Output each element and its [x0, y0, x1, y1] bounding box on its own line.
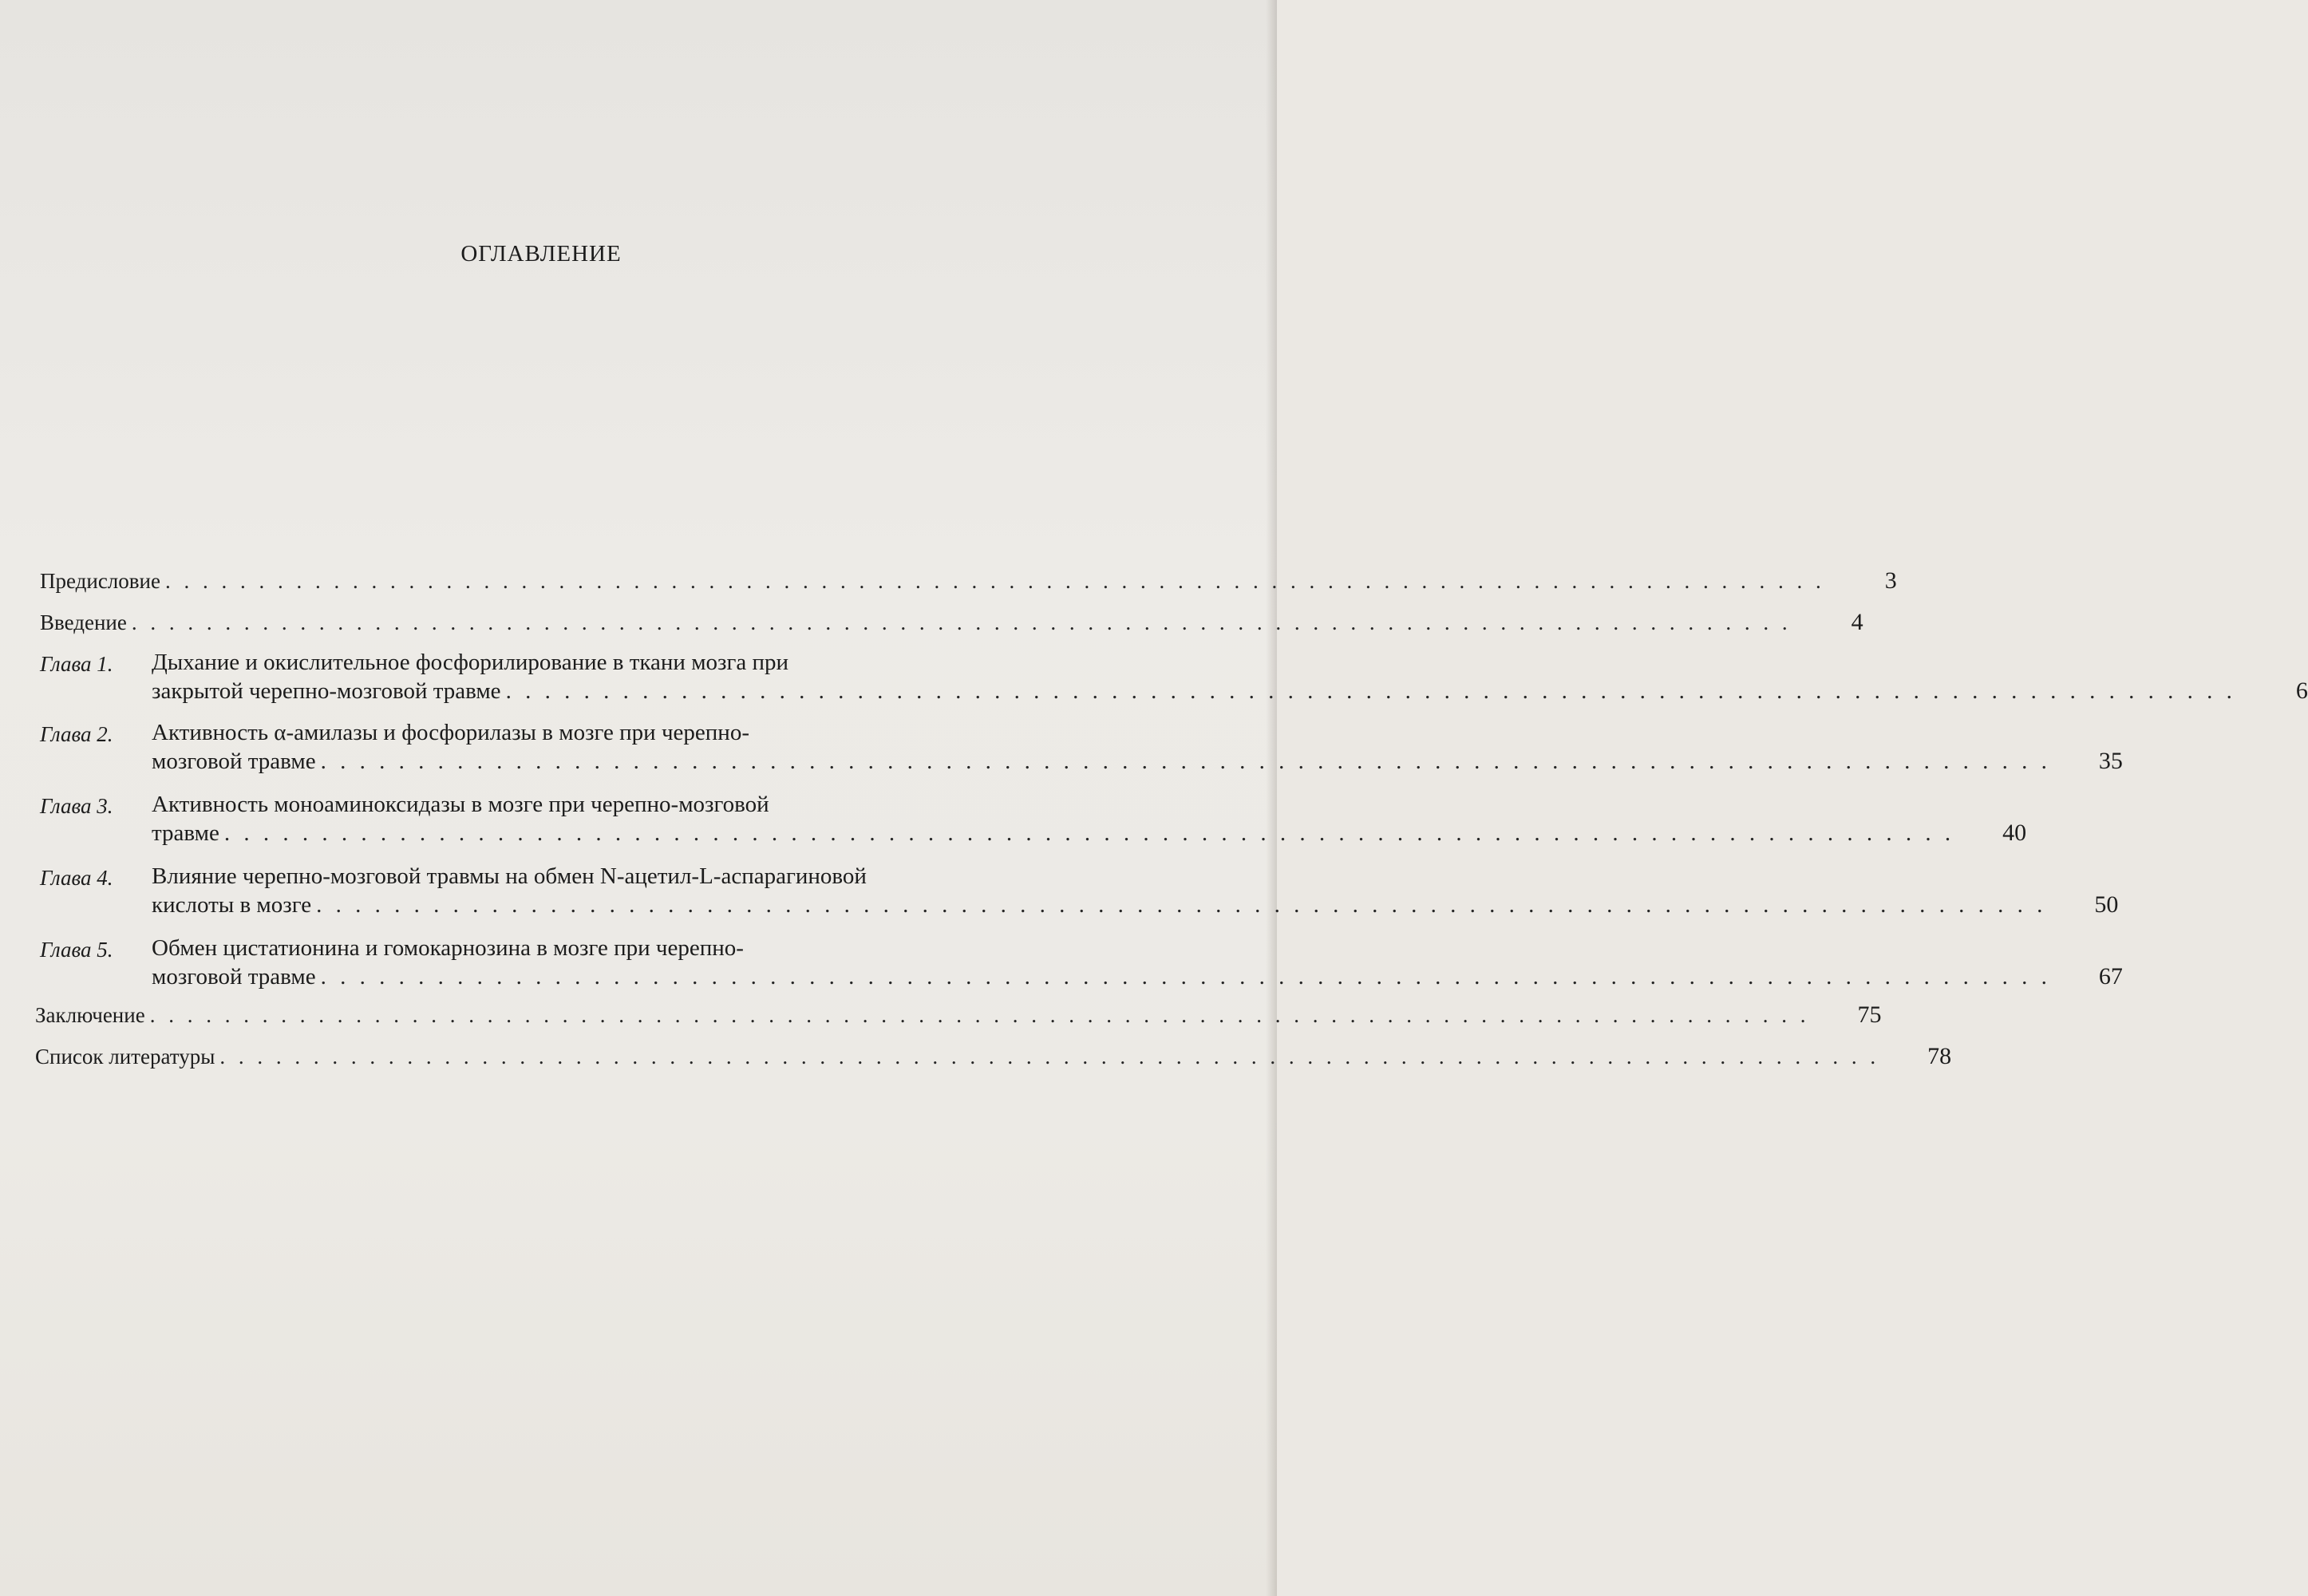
toc-entry-conclusion: [35, 1001, 1882, 1042]
toc-entry-line: [40, 567, 1897, 595]
toc-entry-text: Обмен цистатионина и гомокарнозина в мозге при черепно-: [152, 935, 744, 961]
toc-entry-text: Заключение: [35, 1003, 145, 1027]
page-number: 75: [1857, 1001, 1882, 1028]
leader-dots: [321, 747, 2051, 776]
toc-entry-text: мозговой травме: [152, 964, 316, 990]
toc-entry-text: Влияние черепно-мозговой травмы на обмен N-ацетил-L-аспарагиновой: [152, 863, 867, 889]
toc-entry-preface: [40, 559, 1897, 608]
toc-entry-line: [152, 891, 2118, 919]
page-number: 78: [1927, 1043, 1952, 1069]
toc-entry-introduction: [40, 608, 1863, 648]
toc-entry-line: [152, 677, 2308, 705]
leader-dots: [132, 608, 1792, 637]
page-number: 3: [1884, 567, 1897, 594]
toc-entry-line: [152, 962, 2123, 991]
toc-entry-chapter-4: [40, 862, 2119, 934]
toc-entry-text: Введение: [40, 610, 127, 634]
leader-dots: [150, 1001, 1810, 1029]
leader-dots: [506, 677, 2236, 705]
toc-entry-references: [35, 1042, 1952, 1084]
page-number: 6: [2295, 678, 2308, 704]
toc-entry-chapter-5: [40, 934, 2123, 1001]
toc-entry-chapter-3: [40, 790, 2027, 862]
toc-entry-text: закрытой черепно-мозговой травме: [152, 678, 501, 704]
toc-entry-line: [152, 747, 2123, 776]
leader-dots: [165, 567, 1825, 595]
toc-entry-chapter-1: [40, 648, 2308, 718]
toc-entry-chapter-2: [40, 718, 2123, 790]
leader-dots: [224, 819, 1954, 847]
chapter-label: Глава 2.: [40, 722, 113, 746]
toc-entry-text: Активность α-амилазы и фосфорилазы в мозге при черепно-: [152, 720, 749, 745]
toc-entry-text: Активность моноаминоксидазы в мозге при черепно-мозговой: [152, 792, 769, 817]
toc-entry-text: мозговой травме: [152, 749, 316, 774]
page-number: 50: [2094, 891, 2119, 918]
table-of-contents: [35, 559, 2308, 1084]
toc-entry-text: Дыхание и окислительное фосфорилирование в ткани мозга при: [152, 650, 789, 675]
toc-entry-line: [40, 608, 1863, 637]
toc-entry-text: кислоты в мозге: [152, 892, 312, 918]
toc-entry-line: [152, 819, 2026, 847]
toc-entry-text: Предисловие: [40, 569, 160, 593]
leader-dots: [219, 1042, 1879, 1071]
page-number: 67: [2098, 963, 2123, 990]
chapter-label: Глава 3.: [40, 794, 113, 818]
page-number: 40: [2002, 820, 2027, 846]
chapter-label: Глава 5.: [40, 938, 113, 962]
chapter-label: Глава 1.: [40, 652, 113, 676]
page-number: 4: [1851, 609, 1863, 635]
page-number: 35: [2098, 748, 2123, 774]
leader-dots: [316, 891, 2046, 919]
toc-entry-text: травме: [152, 820, 219, 846]
toc-entry-line: [35, 1001, 1881, 1029]
chapter-label: Глава 4.: [40, 866, 113, 890]
toc-entry-text: Список литературы: [35, 1045, 215, 1069]
toc-entry-line: [35, 1042, 1951, 1071]
leader-dots: [321, 962, 2051, 991]
toc-title: ОГЛАВЛЕНИЕ: [460, 241, 622, 267]
